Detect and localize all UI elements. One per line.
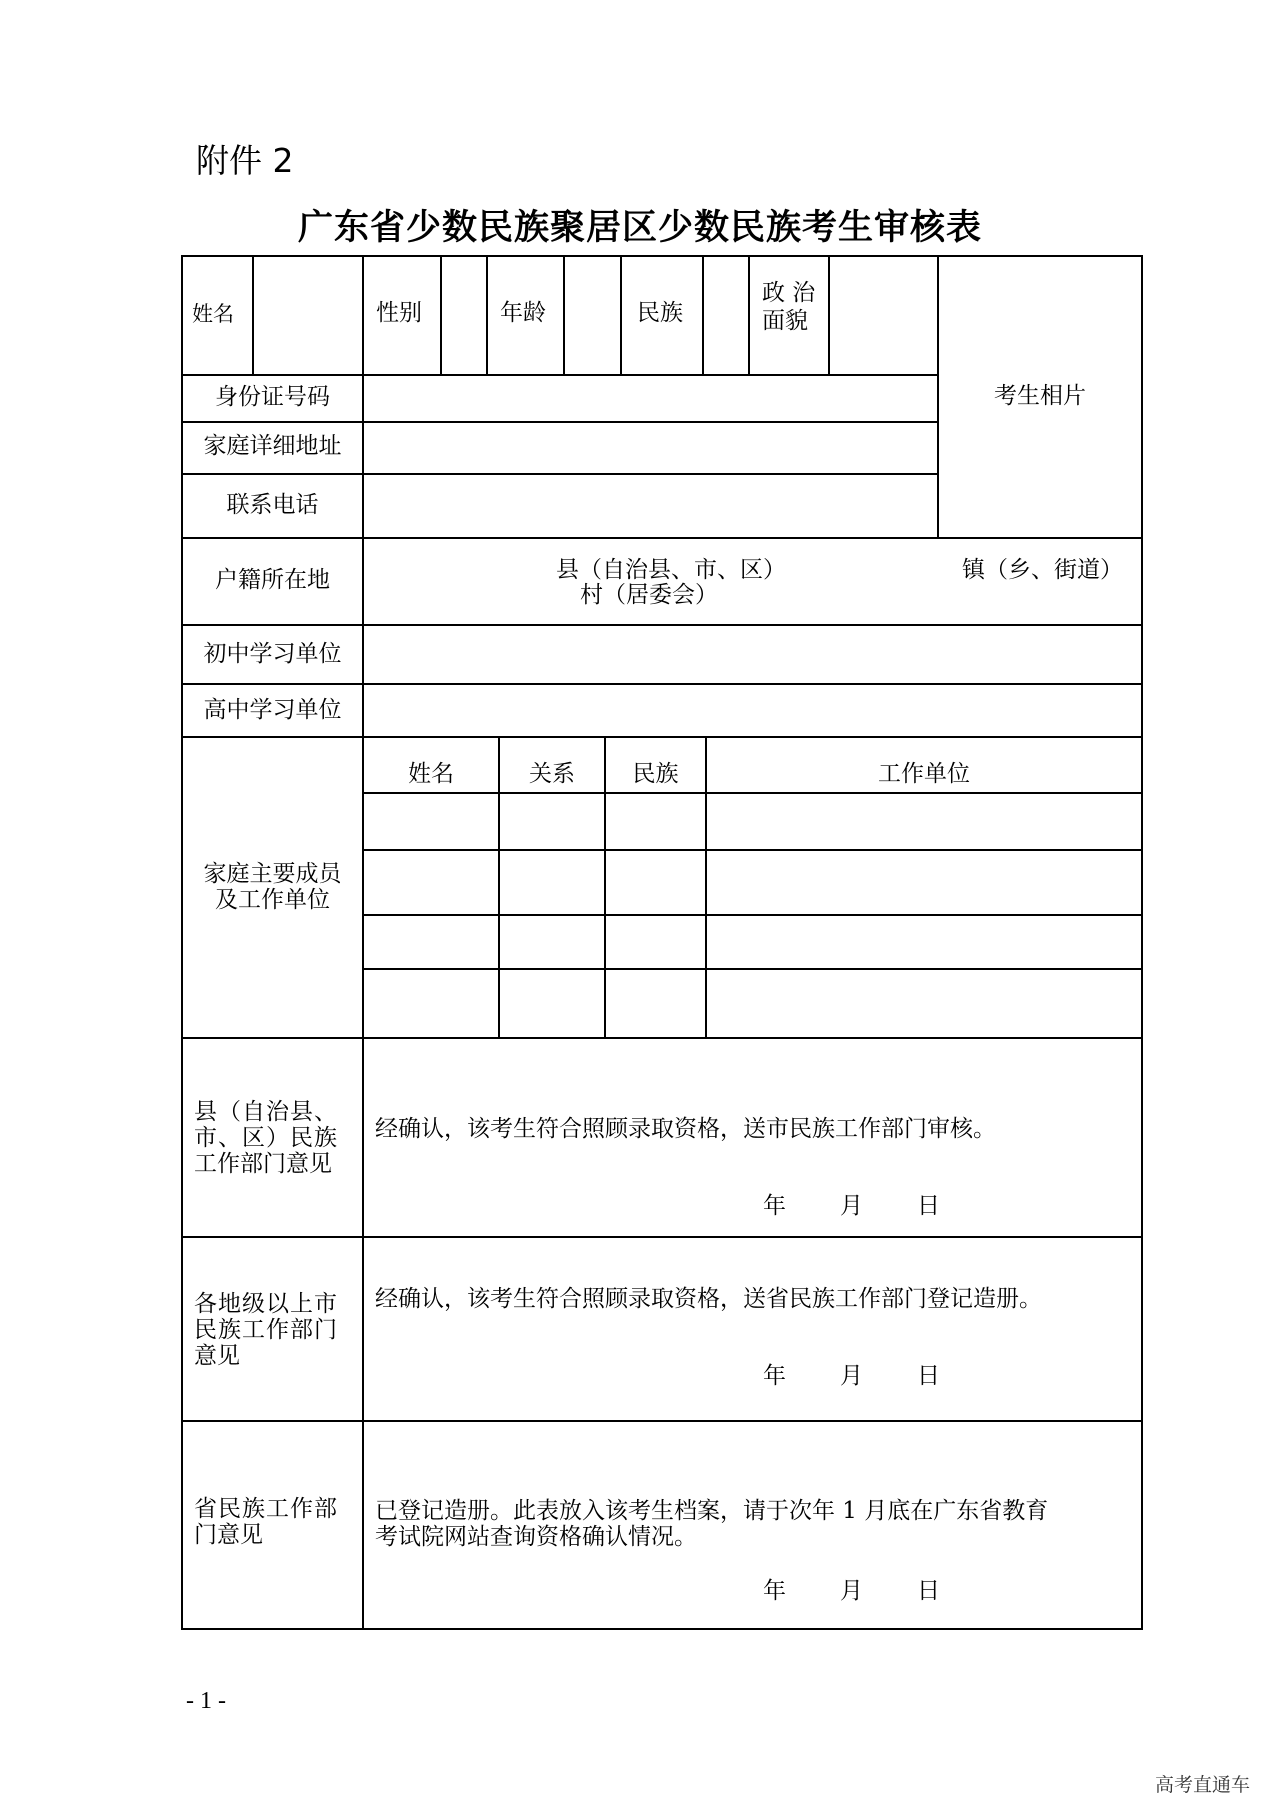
table-border-right [1141, 255, 1143, 1630]
divider [563, 255, 565, 375]
family-row-divider [362, 792, 1142, 794]
page-number: - 1 - [186, 1688, 226, 1714]
family-row-divider [362, 849, 1142, 851]
attachment-label: 附件 2 [196, 141, 294, 180]
family-row-divider [362, 968, 1142, 970]
divider [486, 255, 488, 375]
table-border-bottom [181, 1628, 1143, 1630]
family-col-relation: 关系 [529, 761, 575, 787]
senior-school-label: 高中学习单位 [203, 697, 342, 723]
label-column-divider [362, 255, 364, 1630]
family-col-name: 姓名 [408, 761, 454, 787]
family-label: 及工作单位 [215, 887, 330, 913]
county-opinion-label: 工作部门意见 [194, 1151, 332, 1177]
hukou-county: 县（自治县、市、区） [556, 557, 786, 583]
photo-placeholder: 考生相片 [994, 383, 1086, 409]
row-divider [181, 1420, 1143, 1422]
county-opinion-label: 县（自治县、 [194, 1099, 338, 1125]
watermark: 高考直通车 [1154, 1774, 1250, 1796]
county-opinion-text: 经确认，该考生符合照顾录取资格，送市民族工作部门审核。 [375, 1116, 996, 1142]
family-col-ethnicity: 民族 [632, 761, 679, 787]
row-divider [181, 1037, 1143, 1039]
address-label: 家庭详细地址 [203, 433, 342, 459]
province-opinion-text: 已登记造册。此表放入该考生档案，请于次年 1 月底在广东省教育 [375, 1498, 1049, 1524]
divider [440, 255, 442, 375]
row-divider [181, 374, 938, 376]
row-divider [181, 537, 1143, 539]
date-year: 年 [763, 1193, 786, 1219]
date-day: 日 [917, 1363, 940, 1389]
hukou-village: 村（居委会） [580, 582, 718, 608]
date-month: 月 [840, 1363, 863, 1389]
province-opinion-label: 门意见 [194, 1522, 263, 1548]
province-opinion-label: 省民族工作部 [194, 1496, 338, 1522]
id-number-label: 身份证号码 [215, 384, 330, 410]
row-divider [181, 624, 1143, 626]
hukou-town: 镇（乡、街道） [962, 557, 1123, 583]
political-status-label: 面貌 [762, 308, 808, 334]
date-month: 月 [840, 1578, 863, 1604]
date-year: 年 [763, 1578, 786, 1604]
city-opinion-label: 各地级以上市 [194, 1291, 338, 1317]
divider [702, 255, 704, 375]
row-divider [181, 683, 1143, 685]
divider [828, 255, 830, 375]
row-divider [181, 421, 938, 423]
row-divider [181, 736, 1143, 738]
province-opinion-text: 考试院网站查询资格确认情况。 [375, 1524, 697, 1550]
date-year: 年 [763, 1363, 786, 1389]
city-opinion-text: 经确认，该考生符合照顾录取资格，送省民族工作部门登记造册。 [375, 1286, 1042, 1312]
ethnicity-label: 民族 [637, 300, 683, 326]
divider [252, 255, 254, 375]
divider [620, 255, 622, 375]
date-day: 日 [917, 1193, 940, 1219]
gender-label: 性别 [376, 300, 422, 326]
date-day: 日 [917, 1578, 940, 1604]
city-opinion-label: 民族工作部门 [194, 1317, 338, 1343]
date-month: 月 [840, 1193, 863, 1219]
city-opinion-label: 意见 [194, 1343, 240, 1369]
row-divider [181, 473, 938, 475]
table-border-top [181, 255, 1143, 257]
divider [748, 255, 750, 375]
family-row-divider [362, 914, 1142, 916]
name-label: 姓名 [192, 302, 234, 326]
phone-label: 联系电话 [226, 492, 319, 518]
junior-school-label: 初中学习单位 [203, 641, 342, 667]
family-col-work: 工作单位 [878, 761, 970, 787]
family-label: 家庭主要成员 [203, 861, 342, 887]
form-title: 广东省少数民族聚居区少数民族考生审核表 [297, 208, 982, 248]
hukou-label: 户籍所在地 [215, 567, 330, 593]
row-divider [181, 1236, 1143, 1238]
county-opinion-label: 市、区）民族 [194, 1125, 338, 1151]
table-border-left [181, 255, 183, 1630]
age-label: 年龄 [500, 300, 546, 326]
political-status-label: 政 治 [762, 280, 816, 306]
